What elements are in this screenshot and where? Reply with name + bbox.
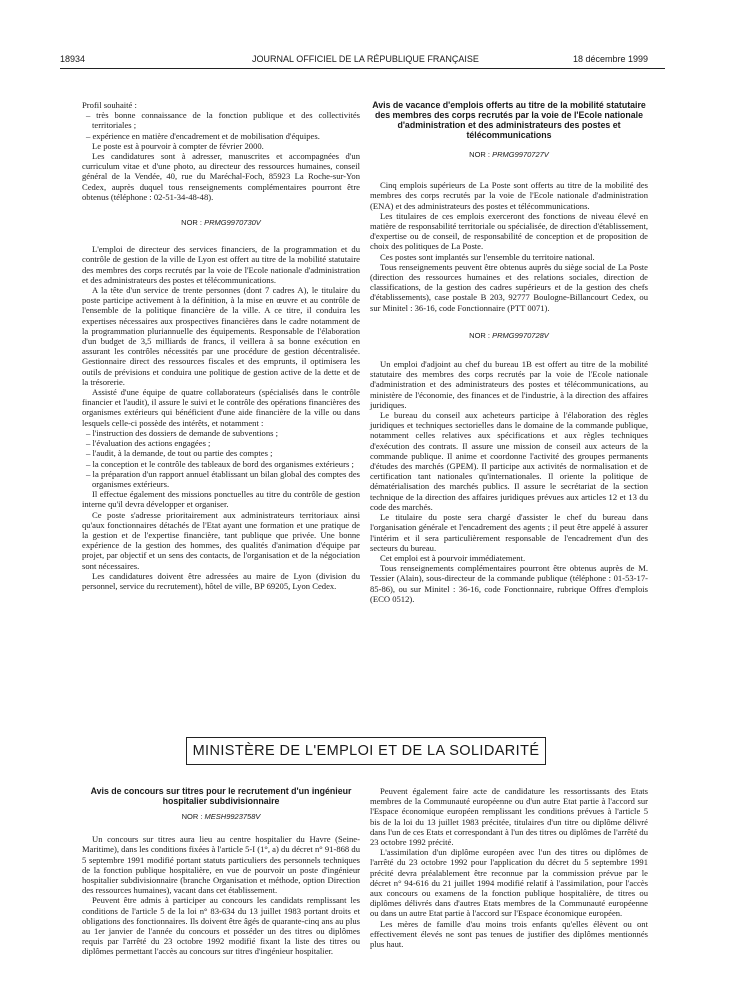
nor-label: NOR :	[181, 812, 203, 821]
left-column-top	[82, 100, 360, 591]
left-column-bottom	[82, 786, 360, 957]
issue-date: 18 décembre 1999	[572, 54, 648, 64]
paragraph: Ces postes sont implantés sur l'ensemble du territoire national.	[380, 251, 595, 262]
nor-reference	[82, 218, 360, 228]
profile-item: – très bonne connaissance de la fonction publique et des collectivités territoriales ;	[86, 110, 360, 131]
paragraph: A la tête d'un service de trente personnes (dont 7 cadres A), le titulaire du poste participe activement à la définition, à la mise en œuvre et au contrôle de l'ensemble de la politique financière de la ville. A ce titre, il conduira les expertises nécessaires aux prospectives financières dans le cadre notamment de la programmation pluriannuelle des équipements. Responsable de l'élaboration d'un budget de 3,5 milliards de francs, il veillera à sa bonne exécution en assurant les contrôles nécessités par une procédure de gestion décentralisée. Gestionnaire direct des ressources fiscales et des emprunts, il optimisera les outils de prévisions et conduira une politique de gestion active de la dette et de la trésorerie.	[82, 285, 360, 387]
paragraph: Peuvent également faire acte de candidature les ressortissants des Etats membres de la Communauté européenne ou d'un autre Etat partie à l'accord sur l'Espace économique européen remplissant les conditions prévues à l'article 5 bis de la loi du 13 juillet 1983 précitée, titulaires d'un titre ou diplôme délivré dans l'un de ces Etats et correspondant à l'un des titres ou diplômes de l'arrêté du 23 octobre 1992 précité.	[370, 786, 648, 848]
list-item: – la préparation d'un rapport annuel établissant un bilan global des comptes des organismes extérieurs.	[86, 468, 360, 489]
paragraph: Tous renseignements complémentaires pourront être obtenus auprès de M. Tessier (Alain), sous-directeur de la commande publique (téléphone : 01-53-17-85-86), ou sur Minitel : 36-16, code Fonctionnaire, rubrique Offres d'emplois (ECO 0512).	[370, 563, 648, 604]
nor-code: PRMG9970727V	[492, 150, 549, 159]
paragraph: Un emploi d'adjoint au chef du bureau 1B est offert au titre de la mobilité statutaire des membres des corps recrutés par la voie de l'Ecole nationale d'administration et des administrateurs des postes et télécommunications, au ministère de l'économie, des finances et de l'industrie, à la direction des affaires juridiques.	[370, 359, 648, 410]
ministry-banner	[186, 737, 546, 765]
paragraph: Cinq emplois supérieurs de La Poste sont offerts au titre de la mobilité des membres des corps recrutés par la voie de l'Ecole nationale d'administration (ENA) et des administrateurs des postes et télécommunications.	[370, 180, 648, 211]
paragraph: Les titulaires de ces emplois exerceront des fonctions de niveau élevé en matière de responsabilité territoriale ou spécialisée, de direction d'établissement, d'expertise ou de conseil, de responsabilité de conception et de proposition de choix des politiques de La Poste.	[370, 210, 648, 252]
profile-item: – expérience en matière d'encadrement et de mobilisation d'équipes.	[86, 130, 320, 141]
paragraph: Le titulaire du poste sera chargé d'assister le chef du bureau dans l'organisation générale et l'encadrement des agents ; il peut être appelé à assurer l'intérim et il sera particulièrement responsable de l'encadrement d'un des secteurs du bureau.	[370, 512, 648, 553]
paragraph: L'emploi de directeur des services financiers, de la programmation et du contrôle de gestion de la ville de Lyon est offert au titre de la mobilité statutaire des membres des corps recrutés par la voie de l'Ecole nationale d'administration et des administrateurs des postes et télécommunications.	[82, 244, 360, 285]
nor-code: PRMG9970730V	[204, 218, 261, 228]
page-number: 18934	[60, 54, 86, 64]
list-item: – l'instruction des dossiers de demande de subventions ;	[86, 427, 279, 438]
paragraph: L'assimilation d'un diplôme européen avec l'un des titres ou diplômes de l'arrêté du 23 octobre 1992 pour l'application du décret du 5 septembre 1991 précité devra préalablement être reconnue par la commission prévue par le décret n° 94-616 du 21 juillet 1994 modifié relatif à l'assimilation, pour l'accès aux concours ou examens de la fonction publique hospitalière, de titres ou diplômes délivrés dans d'autres Etats membres de la Communauté européenne ou dans un autre Etat partie à l'accord sur l'Espace économique européen.	[370, 847, 648, 919]
paragraph: Les candidatures sont à adresser, manuscrites et accompagnées d'un curriculum vitae et d'une photo, au directeur des ressources humaines, conseil général de la Vendée, 40, rue du Maréchal-Foch, 85923 La Roche-sur-Yon Cedex, auprès duquel tous renseignements complémentaires pourront être obtenus (téléphone : 02-51-34-48-48).	[82, 151, 360, 202]
nor-label: NOR :	[469, 150, 491, 159]
paragraph: Le bureau du conseil aux acheteurs participe à l'élaboration des règles juridiques et techniques sectorielles dans le domaine de la commande publique, notamment celles relatives aux spécifications et aux règles techniques d'exécution des contrats. Il assure une mission de conseil aux acteurs de la commande publique. Il anime et coordonne l'activité des groupes permanents d'études des marchés (GPEM). Il participe aux activités de normalisation et de certification tant nationales qu'internationales. Il oriente la politique de dématérialisation des marchés publics. Il assure le secrétariat de la section technique de la direction des affaires juridiques prévues aux articles 12 et 13 du code des marchés.	[370, 410, 648, 512]
page-header	[0, 54, 731, 68]
nor-code: PRMG9970728V	[492, 330, 549, 340]
paragraph: Les candidatures doivent être adressées au maire de Lyon (division du personnel, service du recrutement), hôtel de ville, BP 69205, Lyon Cedex.	[82, 570, 360, 591]
paragraph: Le poste est à pourvoir à compter de février 2000.	[92, 140, 264, 151]
paragraph: Un concours sur titres aura lieu au centre hospitalier du Havre (Seine-Maritime), dans les conditions fixées à l'article 5-I (1°, a) du décret n° 91-868 du 5 septembre 1991 modifié portant statuts particuliers des personnels techniques de la fonction publique hospitalière, en vue de pourvoir un poste d'ingénieur hospitalier subdivisionnaire (branche Organisation et méthode, option Direction des ressources humaines), vacant dans cet établissement.	[82, 834, 360, 896]
list-item: – la conception et le contrôle des tableaux de bord des organismes extérieurs ;	[86, 458, 354, 469]
list-item: – l'audit, à la demande, de tout ou partie des comptes ;	[86, 448, 273, 459]
paragraph: Peuvent être admis à participer au concours les candidats remplissant les conditions de l'article 5 de la loi n° 83-634 du 13 juillet 1983 portant droits et obligations des fonctionnaires. Ils doivent être âgés de quarante-cinq ans au plus au 1er janvier de l'année du concours et posséder un des titres ou diplômes requis par l'arrêté du 23 octobre 1992 modifié fixant la liste des titres ou diplômes permettant l'accès au concours sur titres d'ingénieur hospitalier.	[82, 895, 360, 957]
paragraph: Les mères de famille d'au moins trois enfants qu'elles élèvent ou ont effectivement élevés ne sont pas tenues de justifier des diplômes mentionnés plus haut.	[370, 918, 648, 950]
notice-heading: Avis de vacance d'emplois offerts au titre de la mobilité statutaire des membres des corps recrutés par la voie de l'Ecole nationale d'administration et des administrateurs des postes et télécommunications	[372, 100, 646, 140]
profile-heading: Profil souhaité :	[82, 100, 137, 110]
paragraph: Ce poste s'adresse prioritairement aux administrateurs territoriaux ainsi qu'aux fonctionnaires détachés de l'Etat ayant une formation et une pratique de la gestion et de l'expertise financière, tant publique que privée. Une bonne expérience de la gestion des hommes, des qualités d'animation d'équipe par projet, par objectif et un sens des contacts, de l'organisation et de la négociation sont nécessaires.	[82, 509, 360, 571]
paragraph: Il effectue également des missions ponctuelles au titre du contrôle de gestion interne qu'il devra développer et organiser.	[82, 489, 360, 510]
nor-label: NOR :	[181, 218, 203, 228]
right-column-top	[370, 100, 648, 604]
nor-label: NOR :	[469, 330, 491, 340]
paragraph: Tous renseignements peuvent être obtenus auprès du siège social de La Poste (direction des ressources humaines et des relations sociales, direction de classifications, de la gestion des cadres supérieurs et de la gestion des chefs d'établissements), case postale B 203, 92777 Boulogne-Billancourt Cedex, ou sur Minitel : 36-16, code Fonctionnaire (PTT 0071).	[370, 261, 648, 313]
header-rule	[60, 68, 665, 69]
nor-reference	[370, 150, 648, 160]
ministry-title: MINISTÈRE DE L'EMPLOI ET DE LA SOLIDARITÉ	[192, 743, 540, 759]
nor-code: MESH9923758V	[204, 812, 261, 821]
journal-title: JOURNAL OFFICIEL DE LA RÉPUBLIQUE FRANÇAISE	[252, 54, 479, 64]
list-item: – l'évaluation des actions engagées ;	[86, 438, 211, 449]
nor-reference	[82, 812, 360, 822]
paragraph: Assisté d'une équipe de quatre collaborateurs (spécialisés dans le contrôle financier et l'audit), il assure le suivi et le contrôle des opérations financières des organismes extérieurs qui bénéficient d'une aide financière de la ville ou dans lesquels celle-ci possède des intérêts, et notamment :	[82, 387, 360, 428]
notice-heading: Avis de concours sur titres pour le recrutement d'un ingénieur hospitalier subdivisionnaire	[90, 786, 352, 806]
paragraph: Cet emploi est à pourvoir immédiatement.	[380, 552, 526, 563]
nor-reference	[370, 331, 648, 341]
right-column-bottom	[370, 786, 648, 949]
